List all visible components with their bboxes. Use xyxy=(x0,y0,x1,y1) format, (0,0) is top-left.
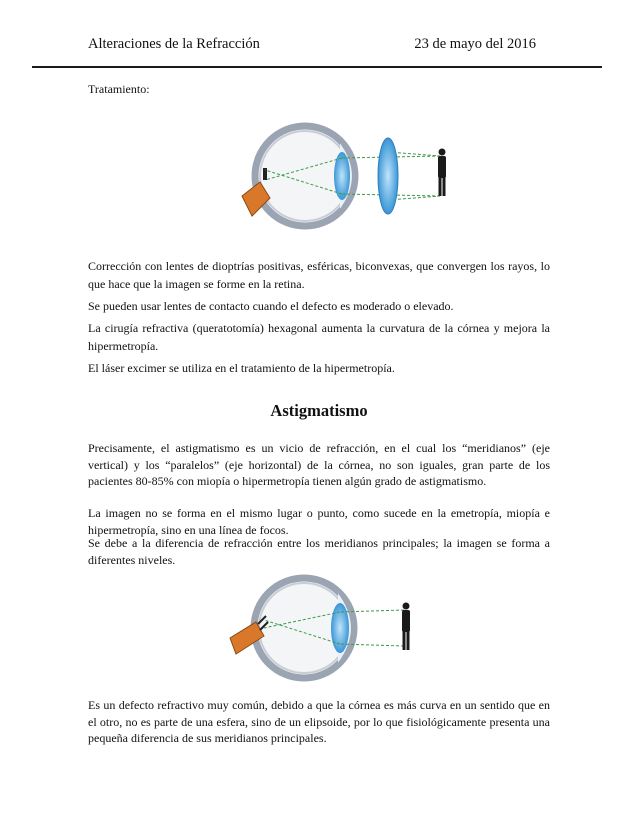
convex-corrective-lens xyxy=(378,138,398,214)
astigmatism-paragraph-1: Precisamente, el astigmatismo es un vicio de refracción, en el cual los “meridianos” (eje vertical) y los “paralelos” (eje horizontal) de la córnea, no son iguales, gran parte de los pacientes 80-85% con miopía o hipermetropía tienen algún grado de astigmatismo. xyxy=(88,441,550,488)
astigmatism-paragraph-4: Es un defecto refractivo muy común, debido a que la córnea es más curva en un sentido que en el otro, no es parte de una esfera, sino de un elipsoide, por lo que fisiológicamente presenta una pequeña diferencia de sus meridianos principales. xyxy=(88,698,550,745)
section-label-tratamiento: Tratamiento: xyxy=(88,82,150,96)
treatment-paragraph-1: Corrección con lentes de dioptrías positivas, esféricas, biconvexas, que convergen los rayos, lo que hace que la imagen se forme en la retina. xyxy=(88,259,550,291)
treatment-paragraph-4: El láser excimer se utiliza en el tratamiento de la hipermetropía. xyxy=(88,361,395,375)
header-date: 23 de mayo del 2016 xyxy=(414,36,536,52)
eye-crystalline-lens xyxy=(331,603,349,653)
treatment-paragraph-2: Se pueden usar lentes de contacto cuando el defecto es moderado o elevado. xyxy=(88,299,454,313)
astigmatism-diagram xyxy=(228,572,428,690)
section-heading-astigmatismo: Astigmatismo xyxy=(270,401,368,420)
treatment-paragraph-3: La cirugía refractiva (queratotomía) hexagonal aumenta la curvatura de la córnea y mejora la hipermetropía. xyxy=(88,321,550,353)
page-header xyxy=(88,36,536,53)
astigmatism-paragraph-2: La imagen no se forma en el mismo lugar o punto, como sucede en la emetropía, miopía e hipermetropía, sino en una línea de focos. xyxy=(88,506,550,537)
header-title: Alteraciones de la Refracción xyxy=(88,36,260,52)
astigmatism-paragraph-3: Se debe a la diferencia de refracción entre los meridianos principales; la imagen se forma a diferentes niveles. xyxy=(88,536,550,567)
hyperopia-correction-diagram xyxy=(240,118,470,238)
retina-image xyxy=(263,168,267,180)
header-divider xyxy=(32,66,602,68)
